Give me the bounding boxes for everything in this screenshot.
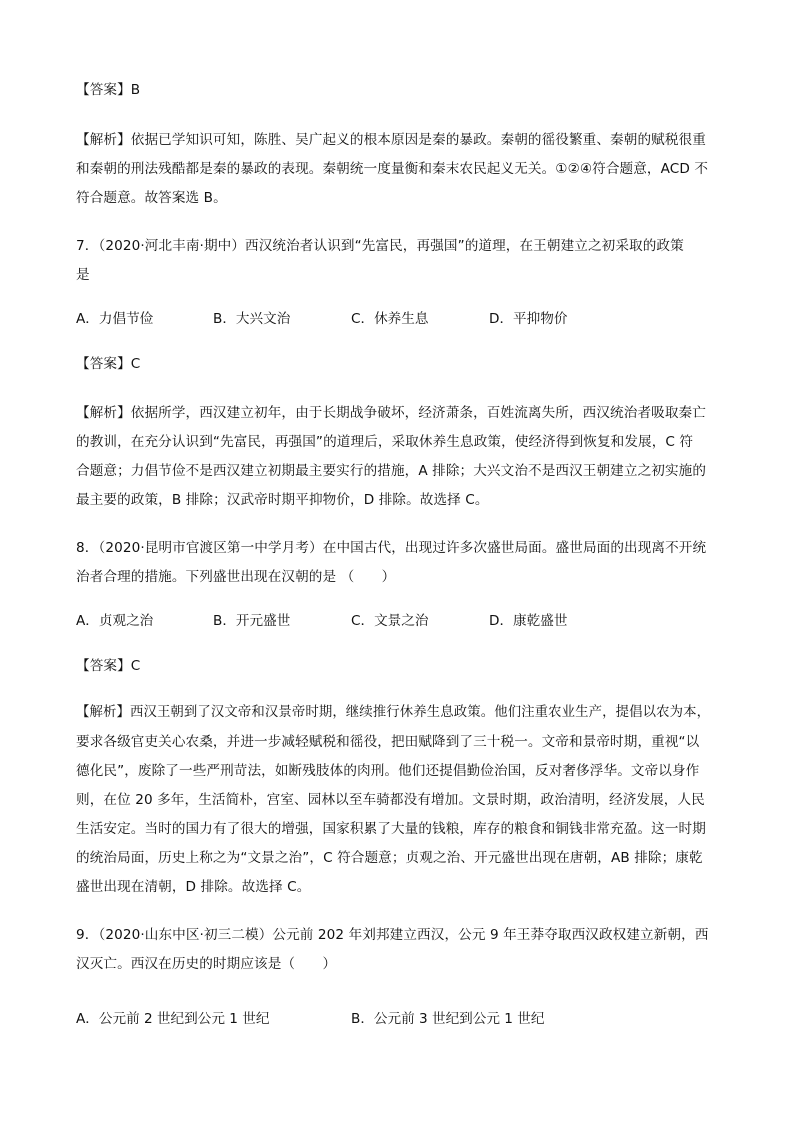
analysis-line: 【解析】依据所学，西汉建立初年，由于长期战争破坏，经济萧条，百姓流离失所，西汉统治者吸取秦亡 <box>76 405 706 421</box>
analysis-line: 则，在位 20 多年，生活简朴，宫室、园林以至车骑都没有增加。文景时期，政治清明，经济发展，人民 <box>76 792 705 808</box>
analysis-line: 要求各级官吏关心农桑，并进一步减轻赋税和徭役，把田赋降到了三十税一。文帝和景帝时期，重视“以 <box>76 734 700 750</box>
option-a: A．贞观之治 <box>76 613 154 629</box>
option-c: C．文景之治 <box>351 613 429 629</box>
analysis-line: 的统治局面，历史上称之为“文景之治”，C 符合题意；贞观之治、开元盛世出现在唐朝，AB 排除；康乾 <box>76 850 703 866</box>
analysis-line: 生活安定。当时的国力有了很大的增强，国家积累了大量的钱粮，库存的粮食和铜钱非常充盈。这一时期 <box>76 821 706 837</box>
question-stem-q7-cont: 是 <box>76 267 90 283</box>
answer-label-q6: 【答案】B <box>76 82 141 98</box>
analysis-line: 合题意；力倡节俭不是西汉建立初期最主要实行的措施，A 排除；大兴文治不是西汉王朝建立之初实施的 <box>76 463 707 479</box>
analysis-line: 【解析】依据已学知识可知，陈胜、吴广起义的根本原因是秦的暴政。秦朝的徭役繁重、秦朝的赋税很重 <box>76 132 706 148</box>
option-a: A．公元前 2 世纪到公元 1 世纪 <box>76 1011 270 1027</box>
analysis-line: 符合题意。故答案选 B。 <box>76 190 227 206</box>
analysis-line: 的教训，在充分认识到“先富民，再强国”的道理后，采取休养生息政策，使经济得到恢复和发展，C 符 <box>76 434 694 450</box>
question-stem-q9: 9．（2020·山东中区·初三二模）公元前 202 年刘邦建立西汉，公元 9 年王莽夺取西汉政权建立新朝，西 <box>76 927 709 943</box>
analysis-line: 和秦朝的刑法残酷都是秦的暴政的表现。秦朝统一度量衡和秦末农民起义无关。①②④符合题意，ACD 不 <box>76 161 709 177</box>
option-b: B．大兴文治 <box>213 311 291 327</box>
option-c: C．休养生息 <box>351 311 429 327</box>
analysis-line: 盛世出现在清朝，D 排除。故选择 C。 <box>76 879 311 895</box>
option-d: D．康乾盛世 <box>489 613 568 629</box>
question-stem-q9-cont: 汉灭亡。西汉在历史的时期应该是（ ） <box>76 956 337 972</box>
option-b: B．开元盛世 <box>213 613 291 629</box>
question-stem-q7: 7．（2020·河北丰南·期中）西汉统治者认识到“先富民，再强国”的道理，在王朝建立之初采取的政策 <box>76 238 684 254</box>
analysis-line: 德化民”，废除了一些严刑苛法，如断残肢体的肉刑。他们还提倡勤俭治国，反对奢侈浮华。文帝以身作 <box>76 763 700 779</box>
answer-label-q8: 【答案】C <box>76 658 141 674</box>
analysis-line: 最主要的政策，B 排除；汉武帝时期平抑物价，D 排除。故选择 C。 <box>76 492 489 508</box>
option-b: B．公元前 3 世纪到公元 1 世纪 <box>351 1011 545 1027</box>
answer-label-q7: 【答案】C <box>76 356 141 372</box>
question-stem-q8-cont: 治者合理的措施。下列盛世出现在汉朝的是 （ ） <box>76 569 396 585</box>
analysis-line: 【解析】西汉王朝到了汉文帝和汉景帝时期，继续推行休养生息政策。他们注重农业生产，提倡以农为本， <box>76 705 711 720</box>
option-d: D．平抑物价 <box>489 311 568 327</box>
question-stem-q8: 8．（2020·昆明市官渡区第一中学月考）在中国古代，出现过许多次盛世局面。盛世局面的出现离不开统 <box>76 540 707 556</box>
option-a: A．力倡节俭 <box>76 311 154 327</box>
